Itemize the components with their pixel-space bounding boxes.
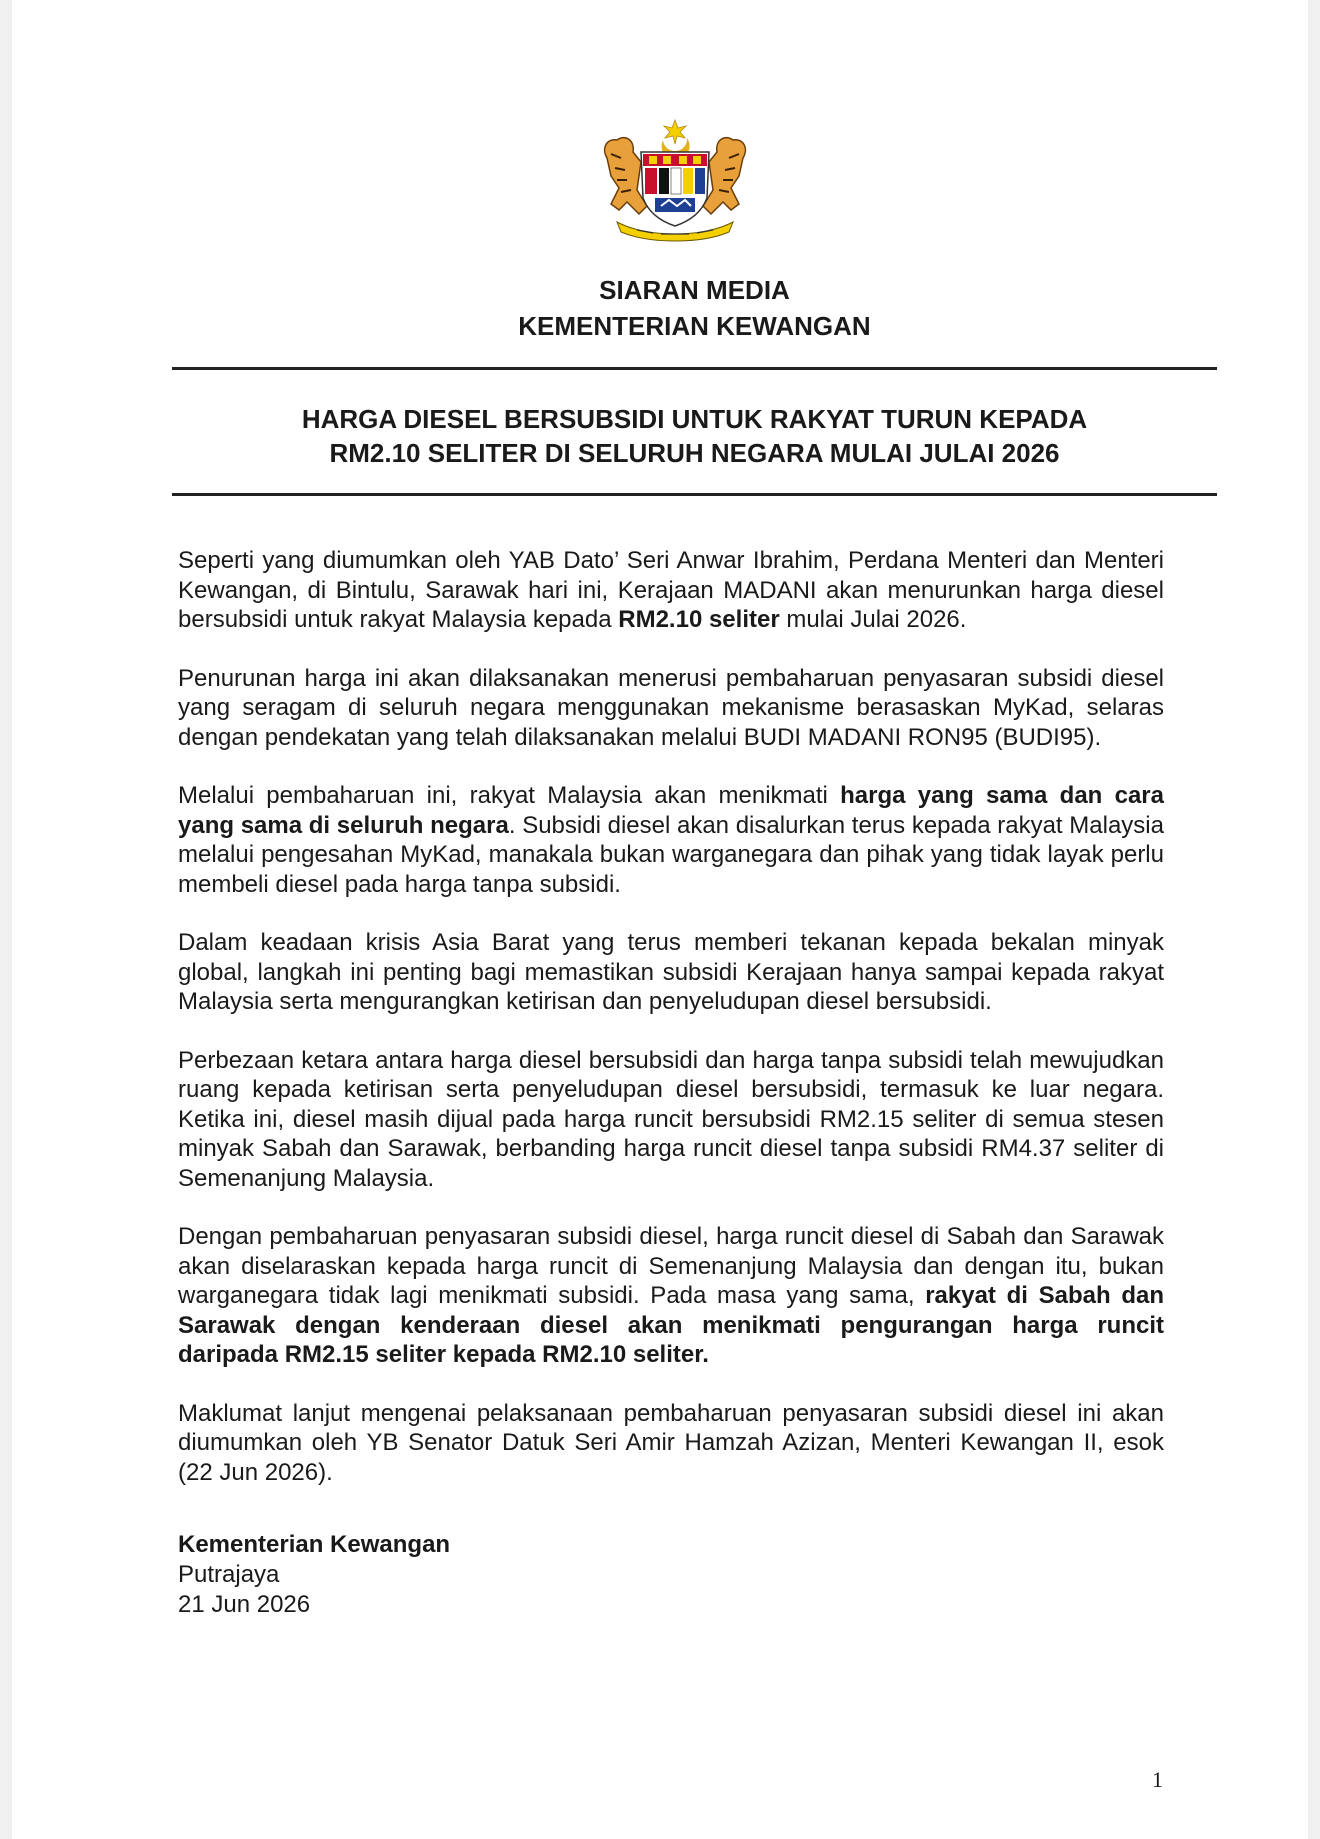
release-body <box>178 546 1164 1487</box>
paragraph-6-text: Dengan pembaharuan penyasaran subsidi diesel, harga runcit diesel di Sabah dan Sarawak akan diselaraskan kepada harga runcit di Semenanjung Malaysia dan dengan itu, bukan warganegara tidak lagi menikmati subsidi. Pada masa yang sama, <box>178 1223 1164 1309</box>
paragraph-1 <box>178 546 1164 635</box>
ministry-name: KEMENTERIAN KEWANGAN <box>518 311 871 341</box>
paragraph-7: Maklumat lanjut mengenai pelaksanaan pembaharuan penyasaran subsidi diesel ini akan diumumkan oleh YB Senator Datuk Seri Amir Hamzah Azizan, Menteri Kewangan II, esok (22 Jun 2026). <box>178 1399 1164 1486</box>
paragraph-1-text-end: mulai Julai 2026. <box>779 606 967 633</box>
headline <box>172 402 1217 470</box>
paragraph-3-emphasis: harga yang sama dan cara yang sama di seluruh negara <box>178 782 1164 839</box>
paragraph-3-text-end: . Subsidi diesel akan disalurkan terus kepada rakyat Malaysia melalui pengesahan MyKad, manakala bukan warganegara dan pihak yang tidak layak perlu membeli diesel pada harga tanpa subsidi. <box>178 811 1164 898</box>
paragraph-1-emphasis: RM2.10 seliter <box>618 606 780 633</box>
paragraph-5: Perbezaan ketara antara harga diesel bersubsidi dan harga tanpa subsidi telah mewujudkan ruang kepada ketirisan serta penyeludupan diesel bersubsidi, termasuk ke luar negara. Ketika ini, diesel masih dijual pada harga runcit bersubsidi RM2.15 seliter di semua stesen minyak Sabah dan Sarawak, berbanding harga runcit diesel tanpa subsidi RM4.37 seliter di Semenanjung Malaysia. <box>178 1046 1164 1192</box>
release-header <box>172 272 1217 344</box>
release-type: SIARAN MEDIA <box>599 275 790 305</box>
paragraph-3 <box>178 781 1164 899</box>
coat-of-arms-icon <box>597 118 753 244</box>
page-number: 1 <box>1152 1767 1163 1792</box>
headline-line-2: RM2.10 SELITER DI SELURUH NEGARA MULAI JULAI 2026 <box>329 438 1060 468</box>
signoff-place: Putrajaya <box>178 1561 280 1588</box>
paragraph-1-text: Seperti yang diumumkan oleh YAB Dato’ Seri Anwar Ibrahim, Perdana Menteri dan Menteri Kewangan, di Bintulu, Sarawak hari ini, Kerajaan MADANI akan menurunkan harga diesel bersubsidi untuk rakyat Malaysia kepada <box>178 547 1164 633</box>
document-page <box>12 0 1308 1839</box>
bottom-divider <box>172 493 1217 496</box>
signoff <box>178 1530 450 1620</box>
signoff-date: 21 Jun 2026 <box>178 1591 311 1618</box>
paragraph-6-emphasis: rakyat di Sabah dan Sarawak dengan kenderaan diesel akan menikmati pengurangan harga runcit daripada RM2.15 seliter kepada RM2.10 seliter. <box>178 1282 1164 1368</box>
paragraph-3-text: Melalui pembaharuan ini, rakyat Malaysia akan menikmati <box>178 782 841 809</box>
signoff-org: Kementerian Kewangan <box>178 1531 451 1558</box>
top-divider <box>172 367 1217 370</box>
paragraph-4: Dalam keadaan krisis Asia Barat yang terus memberi tekanan kepada bekalan minyak global, langkah ini penting bagi memastikan subsidi Kerajaan hanya sampai kepada rakyat Malaysia serta mengurangkan ketirisan dan penyeludupan diesel bersubsidi. <box>178 929 1164 1015</box>
paragraph-2: Penurunan harga ini akan dilaksanakan menerusi pembaharuan penyasaran subsidi diesel yang seragam di seluruh negara menggunakan mekanisme berasaskan MyKad, selaras dengan pendekatan yang telah dilaksanakan melalui BUDI MADANI RON95 (BUDI95). <box>178 664 1164 751</box>
headline-line-1: HARGA DIESEL BERSUBSIDI UNTUK RAKYAT TURUN KEPADA <box>301 404 1088 434</box>
paragraph-6 <box>178 1222 1164 1370</box>
